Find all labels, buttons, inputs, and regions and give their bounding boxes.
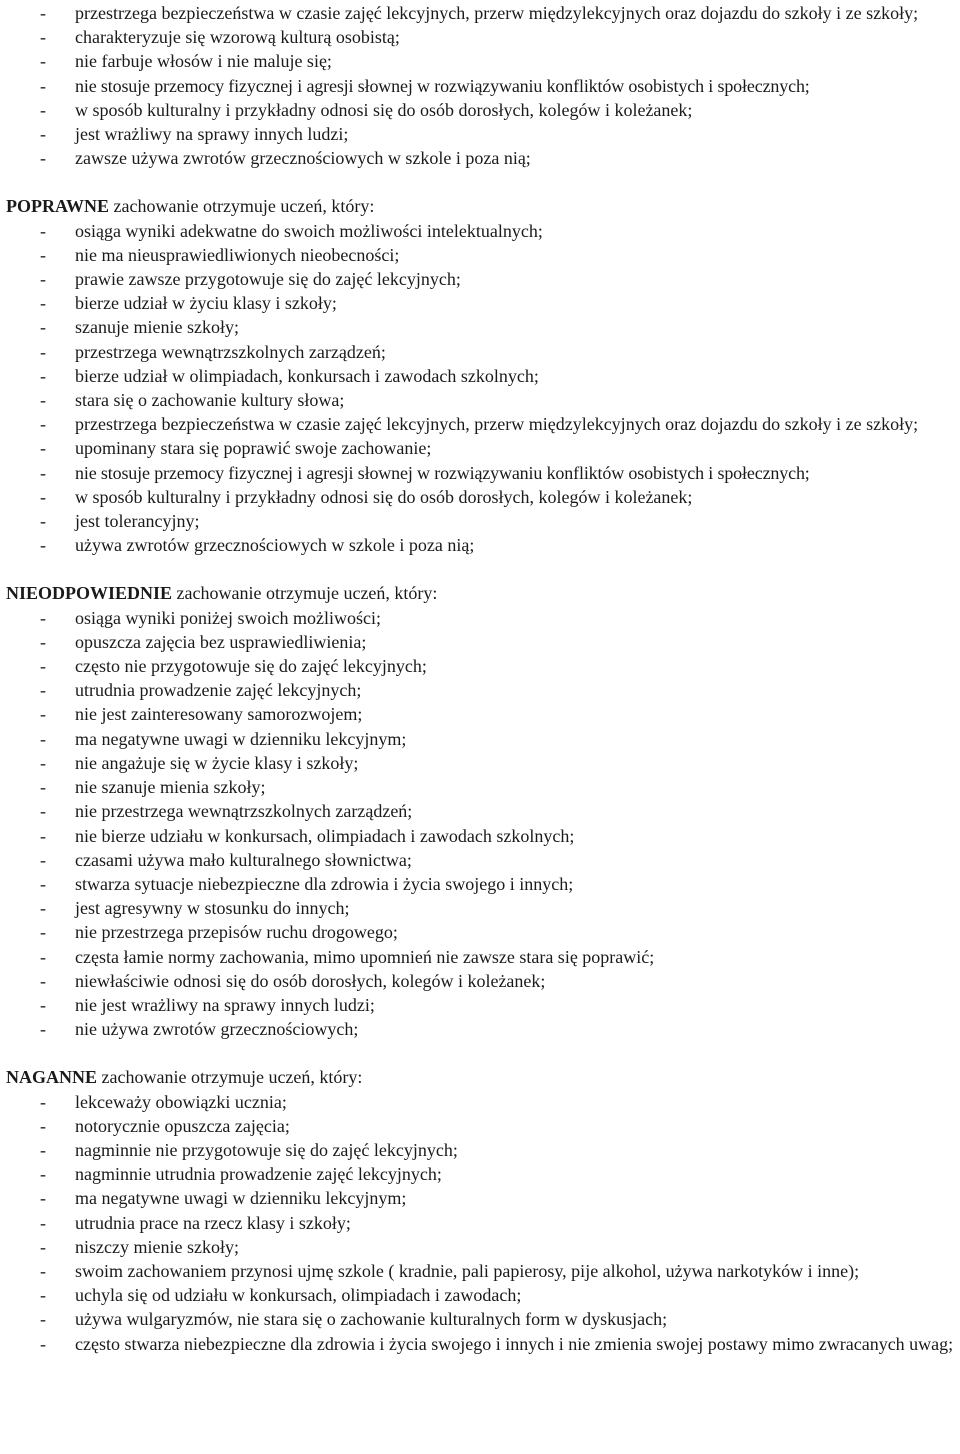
list-dash: - (40, 922, 46, 943)
list-dash: - (40, 1188, 46, 1209)
list-item (6, 775, 960, 799)
list-item-text: charakteryzuje się wzorową kulturą osobistą; (75, 27, 400, 48)
list-dash: - (40, 1260, 46, 1281)
criteria-list (6, 219, 960, 558)
section-continuation (6, 1, 960, 170)
list-item (6, 1259, 960, 1283)
list-item-text: jest tolerancyjny; (75, 511, 200, 532)
list-dash: - (40, 390, 46, 411)
list-item (6, 1017, 960, 1041)
list-dash: - (40, 220, 46, 241)
list-item-text: lekceważy obowiązki ucznia; (75, 1091, 287, 1112)
list-dash: - (40, 631, 46, 652)
criteria-list (6, 1, 960, 170)
list-dash: - (40, 341, 46, 362)
list-item-text: nie używa zwrotów grzecznościowych; (75, 1019, 359, 1040)
list-item (6, 1162, 960, 1186)
list-item (6, 485, 960, 509)
list-item (6, 243, 960, 267)
list-item-text: swoim zachowaniem przynosi ujmę szkole ( kradnie, pali papierosy, pije alkohol, używa narkotyków i inne); (75, 1260, 860, 1281)
list-dash: - (40, 438, 46, 459)
list-item-text: używa wulgaryzmów, nie stara się o zachowanie kulturalnych form w dyskusjach; (75, 1309, 668, 1330)
section-poprawne (6, 194, 960, 557)
grade-label: NIEODPOWIEDNIE (6, 583, 173, 604)
list-dash: - (40, 704, 46, 725)
list-item-text: stwarza sytuacje niebezpieczne dla zdrowia i życia swojego i innych; (75, 873, 574, 894)
list-item (6, 678, 960, 702)
list-item-text: w sposób kulturalny i przykładny odnosi się do osób dorosłych, kolegów i koleżanek; (75, 486, 693, 507)
list-item (6, 1114, 960, 1138)
list-item (6, 509, 960, 533)
list-dash: - (40, 728, 46, 749)
list-item-text: osiąga wyniki adekwatne do swoich możliwości intelektualnych; (75, 220, 543, 241)
list-item-text: ma negatywne uwagi w dzienniku lekcyjnym; (75, 1188, 407, 1209)
list-item-text: nie przestrzega przepisów ruchu drogowego; (75, 922, 398, 943)
list-item-text: utrudnia prowadzenie zajęć lekcyjnych; (75, 680, 362, 701)
list-item-text: szanuje mienie szkoły; (75, 317, 239, 338)
list-dash: - (40, 1091, 46, 1112)
list-item (6, 364, 960, 388)
list-item-text: nie bierze udziału w konkursach, olimpiadach i zawodach szkolnych; (75, 825, 575, 846)
list-item-text: przestrzega wewnątrzszkolnych zarządzeń; (75, 341, 386, 362)
list-item (6, 1090, 960, 1114)
list-dash: - (40, 825, 46, 846)
list-item-text: nie farbuje włosów i nie maluje się; (75, 51, 332, 72)
heading-text: zachowanie otrzymuje uczeń, który: (97, 1067, 363, 1088)
list-dash: - (40, 849, 46, 870)
list-dash: - (40, 511, 46, 532)
list-item (6, 436, 960, 460)
list-item (6, 122, 960, 146)
list-item (6, 146, 960, 170)
list-dash: - (40, 946, 46, 967)
list-dash: - (40, 680, 46, 701)
list-item-text: nie przestrzega wewnątrzszkolnych zarządzeń; (75, 801, 413, 822)
list-item-text: opuszcza zajęcia bez usprawiedliwienia; (75, 631, 367, 652)
list-item (6, 98, 960, 122)
list-item (6, 896, 960, 920)
list-dash: - (40, 1285, 46, 1306)
list-item-text: niewłaściwie odnosi się do osób dorosłych, kolegów i koleżanek; (75, 970, 546, 991)
list-dash: - (40, 99, 46, 120)
list-item-text: ma negatywne uwagi w dzienniku lekcyjnym; (75, 728, 407, 749)
list-item (6, 315, 960, 339)
list-item-text: używa zwrotów grzecznościowych w szkole i poza nią; (75, 535, 475, 556)
list-item (6, 1211, 960, 1235)
list-item (6, 25, 960, 49)
list-dash: - (40, 1139, 46, 1160)
list-dash: - (40, 293, 46, 314)
list-dash: - (40, 1309, 46, 1330)
list-item (6, 1186, 960, 1210)
list-item (6, 727, 960, 751)
list-item (6, 388, 960, 412)
list-item-text: nie stosuje przemocy fizycznej i agresji słownej w rozwiązywaniu konfliktów osobistych i społecznych; (75, 462, 810, 483)
list-item-text: często nie przygotowuje się do zajęć lekcyjnych; (75, 656, 427, 677)
list-item-text: bierze udział w życiu klasy i szkoły; (75, 293, 337, 314)
list-item (6, 1332, 960, 1356)
list-dash: - (40, 269, 46, 290)
list-dash: - (40, 414, 46, 435)
list-item (6, 461, 960, 485)
list-item (6, 1, 960, 25)
list-item-text: uchyla się od udziału w konkursach, olimpiadach i zawodach; (75, 1285, 522, 1306)
list-item (6, 291, 960, 315)
list-item-text: utrudnia prace na rzecz klasy i szkoły; (75, 1212, 351, 1233)
section-heading (6, 194, 960, 218)
list-item-text: nie jest zainteresowany samorozwojem; (75, 704, 363, 725)
list-dash: - (40, 535, 46, 556)
list-dash: - (40, 27, 46, 48)
list-item-text: przestrzega bezpieczeństwa w czasie zajęć lekcyjnych, przerw międzylekcyjnych oraz dojazdu do szkoły i ze szkoły; (75, 414, 919, 435)
list-dash: - (40, 317, 46, 338)
section-nieodpowiednie (6, 581, 960, 1041)
list-dash: - (40, 1236, 46, 1257)
list-dash: - (40, 994, 46, 1015)
list-item (6, 1235, 960, 1259)
criteria-list (6, 1090, 960, 1356)
list-item-text: nie stosuje przemocy fizycznej i agresji słownej w rozwiązywaniu konfliktów osobistych i społecznych; (75, 75, 810, 96)
list-item (6, 872, 960, 896)
list-dash: - (40, 970, 46, 991)
list-dash: - (40, 656, 46, 677)
list-item (6, 751, 960, 775)
list-item-text: nie angażuje się w życie klasy i szkoły; (75, 752, 359, 773)
list-item-text: osiąga wyniki poniżej swoich możliwości; (75, 607, 381, 628)
grade-label: POPRAWNE (6, 196, 109, 217)
list-item-text: nie ma nieusprawiedliwionych nieobecności; (75, 244, 400, 265)
heading-text: zachowanie otrzymuje uczeń, który: (109, 196, 375, 217)
list-item-text: notorycznie opuszcza zajęcia; (75, 1115, 290, 1136)
list-dash: - (40, 1019, 46, 1040)
list-item (6, 267, 960, 291)
list-item (6, 1283, 960, 1307)
list-dash: - (40, 3, 46, 23)
list-item (6, 799, 960, 823)
list-item (6, 824, 960, 848)
list-item (6, 49, 960, 73)
list-dash: - (40, 1164, 46, 1185)
section-heading (6, 581, 960, 605)
list-dash: - (40, 148, 46, 169)
list-item-text: jest wrażliwy na sprawy innych ludzi; (75, 124, 349, 145)
list-item-text: nie jest wrażliwy na sprawy innych ludzi; (75, 994, 375, 1015)
list-item-text: w sposób kulturalny i przykładny odnosi się do osób dorosłych, kolegów i koleżanek; (75, 99, 693, 120)
list-item-text: nie szanuje mienia szkoły; (75, 777, 266, 798)
list-item-text: bierze udział w olimpiadach, konkursach i zawodach szkolnych; (75, 365, 539, 386)
list-item (6, 920, 960, 944)
list-dash: - (40, 1333, 46, 1354)
list-dash: - (40, 486, 46, 507)
list-item (6, 340, 960, 364)
list-item (6, 969, 960, 993)
list-dash: - (40, 244, 46, 265)
list-item-text: czasami używa mało kulturalnego słownictwa; (75, 849, 412, 870)
list-item (6, 606, 960, 630)
list-item (6, 1307, 960, 1331)
list-item-text: przestrzega bezpieczeństwa w czasie zajęć lekcyjnych, przerw międzylekcyjnych oraz dojazdu do szkoły i ze szkoły; (75, 3, 919, 23)
list-item (6, 630, 960, 654)
list-dash: - (40, 51, 46, 72)
list-item (6, 533, 960, 557)
list-item-text: często stwarza niebezpieczne dla zdrowia i życia swojego i innych i nie zmienia swojej postawy mimo zwracanych uwag; (75, 1333, 954, 1354)
list-dash: - (40, 75, 46, 96)
list-dash: - (40, 873, 46, 894)
list-dash: - (40, 462, 46, 483)
list-dash: - (40, 365, 46, 386)
section-heading (6, 1065, 960, 1089)
grade-label: NAGANNE (6, 1067, 98, 1088)
heading-text: zachowanie otrzymuje uczeń, który: (172, 583, 438, 604)
list-item (6, 993, 960, 1017)
section-naganne (6, 1065, 960, 1355)
list-item-text: nagminnie nie przygotowuje się do zajęć lekcyjnych; (75, 1139, 458, 1160)
list-item-text: stara się o zachowanie kultury słowa; (75, 390, 345, 411)
list-dash: - (40, 801, 46, 822)
list-item (6, 219, 960, 243)
list-item (6, 1138, 960, 1162)
list-item-text: upominany stara się poprawić swoje zachowanie; (75, 438, 432, 459)
list-item-text: częsta łamie normy zachowania, mimo upomnień nie zawsze stara się poprawić; (75, 946, 655, 967)
list-item-text: zawsze używa zwrotów grzecznościowych w szkole i poza nią; (75, 148, 531, 169)
list-item (6, 702, 960, 726)
list-item-text: niszczy mienie szkoły; (75, 1236, 239, 1257)
list-item (6, 412, 960, 436)
list-dash: - (40, 124, 46, 145)
criteria-list (6, 606, 960, 1042)
list-dash: - (40, 777, 46, 798)
list-item-text: nagminnie utrudnia prowadzenie zajęć lekcyjnych; (75, 1164, 442, 1185)
list-item-text: prawie zawsze przygotowuje się do zajęć lekcyjnych; (75, 269, 461, 290)
list-item (6, 945, 960, 969)
list-item (6, 654, 960, 678)
list-dash: - (40, 607, 46, 628)
list-dash: - (40, 1212, 46, 1233)
list-item-text: jest agresywny w stosunku do innych; (75, 898, 350, 919)
list-dash: - (40, 752, 46, 773)
list-item (6, 74, 960, 98)
list-dash: - (40, 898, 46, 919)
list-dash: - (40, 1115, 46, 1136)
list-item (6, 848, 960, 872)
